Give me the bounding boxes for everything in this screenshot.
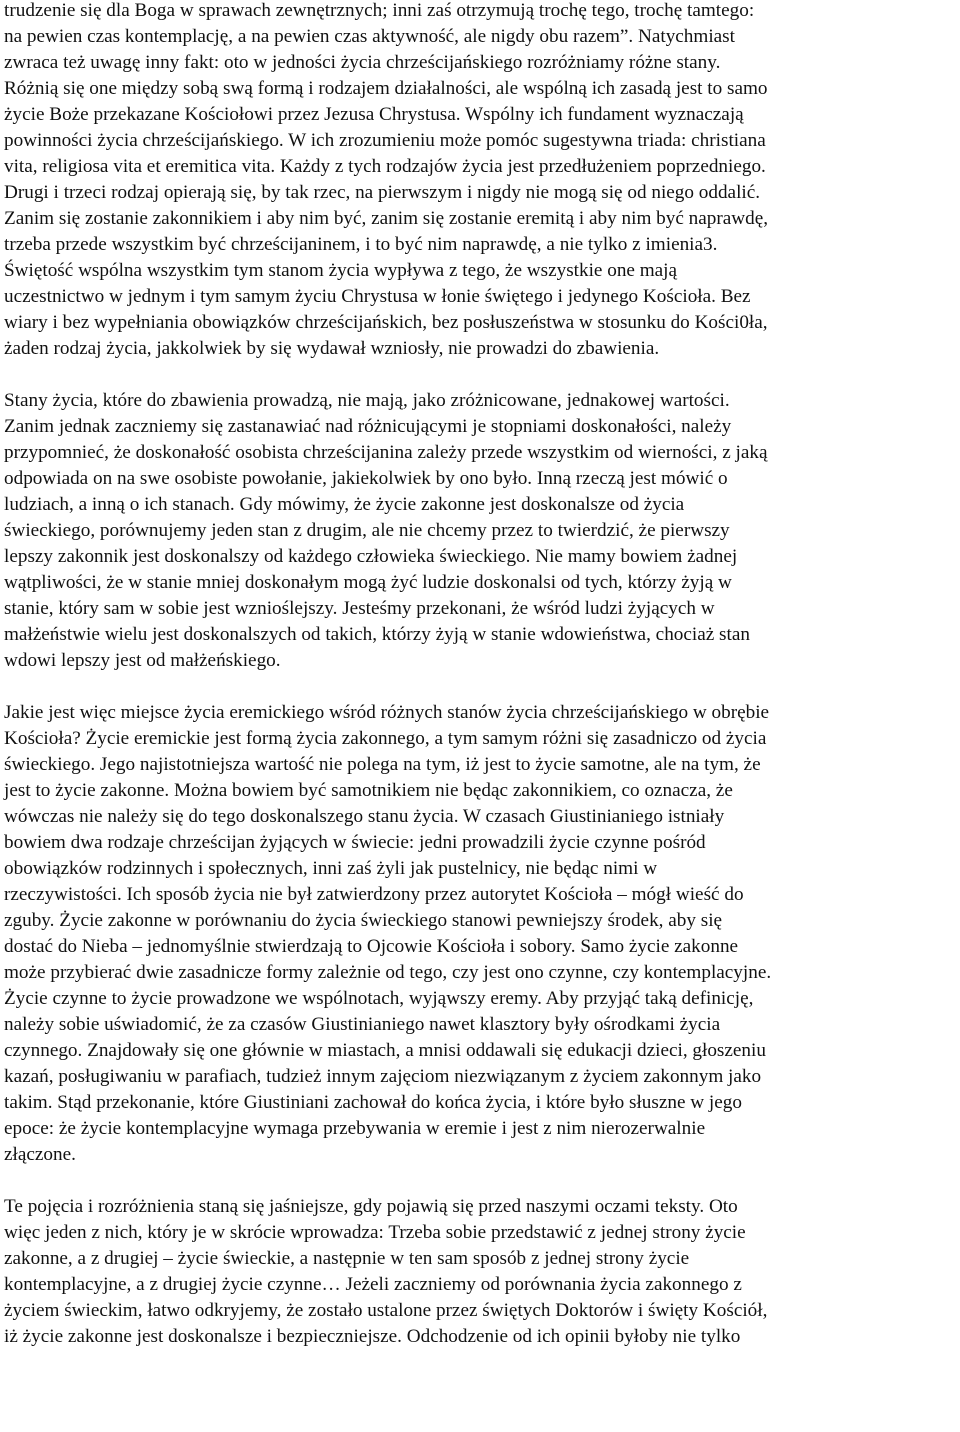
text-line: dostać do Nieba – jednomyślnie stwierdzają to Ojcowie Kościoła i sobory. Samo życie zakonne: [4, 936, 739, 957]
text-line: złączone.: [4, 1144, 76, 1165]
text-line: trudzenie się dla Boga w sprawach zewnętrznych; inni zaś otrzymują trochę tego, trochę tamtego:: [4, 0, 755, 21]
text-line: Stany życia, które do zbawienia prowadzą, nie mają, jako zróżnicowane, jednakowej wartości.: [4, 390, 730, 411]
document-page: [4, 0, 958, 1350]
text-line: Te pojęcia i rozróżnienia staną się jaśniejsze, gdy pojawią się przed naszymi oczami teksty. Oto: [4, 1196, 738, 1217]
text-line: wiary i bez wypełniania obowiązków chrześcijańskich, bez posłuszeństwa w stosunku do Kości0ła,: [4, 312, 768, 333]
text-line: takim. Stąd przekonanie, które Giustiniani zachował do końca życia, i które było słuszne w jego: [4, 1092, 742, 1113]
text-line: wątpliwości, że w stanie mniej doskonałym mogą żyć ludzie doskonalsi od tych, którzy żyją w: [4, 572, 732, 593]
text-line: więc jeden z nich, który je w skrócie wprowadza: Trzeba sobie przedstawić z jednej strony życie: [4, 1222, 746, 1243]
text-line: Jakie jest więc miejsce życia eremickiego wśród różnych stanów życia chrześcijańskiego w obrębie: [4, 702, 770, 723]
text-line: może przybierać dwie zasadnicze formy zależnie od tego, czy jest ono czynne, czy kontemplacyjne.: [4, 962, 772, 983]
text-line: należy sobie uświadomić, że za czasów Giustinianiego nawet klasztory były ośrodkami życia: [4, 1014, 721, 1035]
text-line: bowiem dwa rodzaje chrześcijan żyjących w świecie: jedni prowadzili życie czynne pośród: [4, 832, 706, 853]
text-line: wdowi lepszy jest od małżeńskiego.: [4, 650, 281, 671]
text-line: świeckiego. Jego najistotniejsza wartość nie polega na tym, iż jest to życie samotne, ale na tym, że: [4, 754, 761, 775]
text-line: życiem świeckim, łatwo odkryjemy, że zostało ustalone przez świętych Doktorów i święty Kościół,: [4, 1300, 768, 1321]
text-line: kazań, posługiwaniu w parafiach, tudzież innym zajęciom niezwiązanym z życiem zakonnym jako: [4, 1066, 762, 1087]
text-line: rzeczywistości. Ich sposób życia nie był zatwierdzony przez autorytet Kościoła – mógł wieść do: [4, 884, 744, 905]
paragraph: [4, 700, 958, 1168]
text-line: iż życie zakonne jest doskonalsze i bezpieczniejsze. Odchodzenie od ich opinii byłoby nie tylko: [4, 1326, 741, 1347]
paragraph-spacer: [4, 674, 958, 700]
text-line: zguby. Życie zakonne w porównaniu do życia świeckiego stanowi pewniejszy środek, aby się: [4, 910, 723, 931]
text-line: jest to życie zakonne. Można bowiem być samotnikiem nie będąc zakonnikiem, co oznacza, że: [4, 780, 733, 801]
text-line: obowiązków rodzinnych i społecznych, inni zaś żyli jak pustelnicy, nie będąc nimi w: [4, 858, 658, 879]
text-line: odpowiada on na swe osobiste powołanie, jakiekolwiek by ono było. Inną rzeczą jest mówić o: [4, 468, 728, 489]
text-line: małżeństwie wielu jest doskonalszych od takich, którzy żyją w stanie wdowieństwa, chociaż stan: [4, 624, 750, 645]
text-line: Różnią się one między sobą swą formą i rodzajem działalności, ale wspólną ich zasadą jest to samo: [4, 78, 768, 99]
text-line: na pewien czas kontemplację, a na pewien czas aktywność, ale nigdy obu razem”. Natychmiast: [4, 26, 735, 47]
text-line: przypomnieć, że doskonałość osobista chrześcijanina zależy przede wszystkim od wierności, z jaką: [4, 442, 768, 463]
text-line: kontemplacyjne, a z drugiej życie czynne… Jeżeli zaczniemy od porównania życia zakonnego z: [4, 1274, 742, 1295]
paragraph: [4, 388, 958, 674]
text-line: Drugi i trzeci rodzaj opierają się, by tak rzec, na pierwszym i nigdy nie mogą się od niego oddalić.: [4, 182, 761, 203]
text-line: vita, religiosa vita et eremitica vita. Każdy z tych rodzajów życia jest przedłużeniem poprzedniego.: [4, 156, 766, 177]
text-line: uczestnictwo w jednym i tym samym życiu Chrystusa w łonie świętego i jedynego Kościoła. Bez: [4, 286, 751, 307]
text-line: Świętość wspólna wszystkim tym stanom życia wypływa z tego, że wszystkie one mają: [4, 260, 678, 281]
text-line: stanie, który sam w sobie jest wznioślejszy. Jesteśmy przekonani, że wśród ludzi żyjących w: [4, 598, 715, 619]
text-line: lepszy zakonnik jest doskonalszy od każdego człowieka świeckiego. Nie mamy bowiem żadnej: [4, 546, 738, 567]
paragraph-spacer: [4, 362, 958, 388]
text-line: życie Boże przekazane Kościołowi przez Jezusa Chrystusa. Wspólny ich fundament wyznaczają: [4, 104, 744, 125]
text-line: Kościoła? Życie eremickie jest formą życia zakonnego, a tym samym różni się zasadniczo od życia: [4, 728, 767, 749]
paragraph: [4, 1194, 958, 1350]
text-line: epoce: że życie kontemplacyjne wymaga przebywania w eremie i jest z nim nierozerwalnie: [4, 1118, 706, 1139]
text-line: zakonne, a z drugiej – życie świeckie, a następnie w ten sam sposób z jednej strony życie: [4, 1248, 690, 1269]
text-line: czynnego. Znajdowały się one głównie w miastach, a mnisi oddawali się edukacji dzieci, głoszeniu: [4, 1040, 766, 1061]
paragraph: [4, 0, 958, 362]
text-line: żaden rodzaj życia, jakkolwiek by się wydawał wzniosły, nie prowadzi do zbawienia.: [4, 338, 660, 359]
text-line: ludziach, a inną o ich stanach. Gdy mówimy, że życie zakonne jest doskonalsze od życia: [4, 494, 685, 515]
text-line: zwraca też uwagę inny fakt: oto w jedności życia chrześcijańskiego rozróżniamy różne stany.: [4, 52, 721, 73]
text-line: powinności życia chrześcijańskiego. W ich zrozumieniu może pomóc sugestywna triada: christiana: [4, 130, 766, 151]
text-line: wówczas nie należy się do tego doskonalszego stanu życia. W czasach Giustinianiego istniały: [4, 806, 725, 827]
text-line: trzeba przede wszystkim być chrześcijaninem, i to być nim naprawdę, a nie tylko z imienia3.: [4, 234, 718, 255]
text-line: Zanim się zostanie zakonnikiem i aby nim być, zanim się zostanie eremitą i aby nim być naprawdę,: [4, 208, 769, 229]
paragraph-spacer: [4, 1168, 958, 1194]
text-line: świeckiego, porównujemy jeden stan z drugim, ale nie chcemy przez to twierdzić, że pierwszy: [4, 520, 730, 541]
text-line: Życie czynne to życie prowadzone we wspólnotach, wyjąwszy eremy. Aby przyjąć taką definicję,: [4, 988, 754, 1009]
text-line: Zanim jednak zaczniemy się zastanawiać nad różnicującymi je stopniami doskonałości, należy: [4, 416, 732, 437]
